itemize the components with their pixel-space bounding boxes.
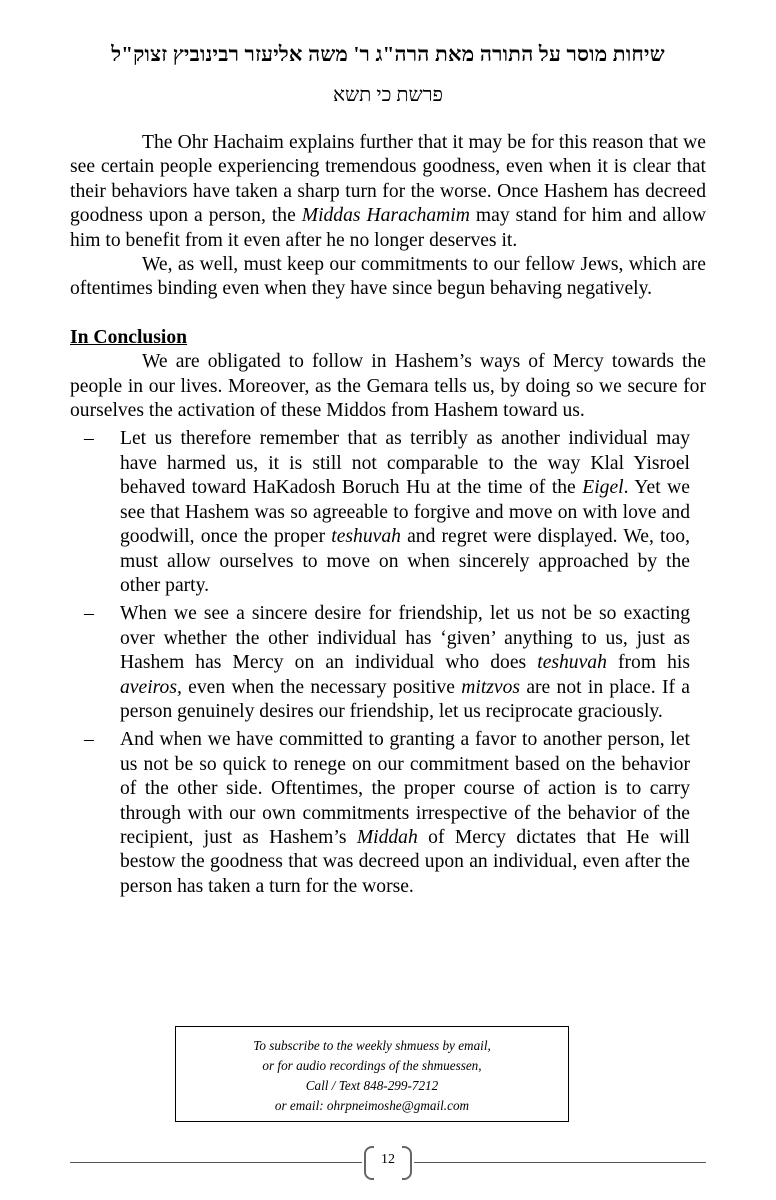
list-item: – And when we have committed to granting a favor to another person, let us not be so quick to renege on our commitment based on the behavior of the other side. Oftentimes, the proper course of action is to carry through with our own commitments irrespective of the behavior of the recipient, just as Hashem’s Middah of Mercy dictates that He will bestow the goodness that was decreed upon an individual, even after the person has taken a turn for the worse. — [84, 729, 690, 897]
subscribe-info-box — [175, 1026, 569, 1122]
footer-divider-right — [414, 1162, 706, 1163]
conclusion-heading: In Conclusion — [70, 326, 188, 348]
article-body — [70, 131, 706, 903]
subscribe-line-phone: Call / Text 848-299-7212 — [305, 1078, 439, 1093]
conclusion-list — [70, 427, 706, 899]
page-number: 12 — [381, 1152, 395, 1167]
running-header-title: שיחות מוסר על התורה מאת הרה"ג ר' משה אליעזר רבינוביץ זצוק"ל — [111, 42, 665, 66]
subscribe-line-contact-email: or email: ohrpneimoshe@gmail.com — [274, 1098, 470, 1113]
dash-bullet: – — [84, 729, 94, 751]
list-item: – Let us therefore remember that as terribly as another individual may have harmed us, it is still not comparable to the way Klal Yisroel behaved toward HaKadosh Boruch Hu at the time of the Eigel. Yet we see that Hashem was so agreeable to forgive and move on with love and goodwill, once the proper teshuvah and regret were displayed. We, too, must allow ourselves to move on when sincerely approached by the other party. — [84, 428, 690, 596]
paragraph-conclusion: We are obligated to follow in Hashem’s ways of Mercy towards the people in our lives. Moreover, as the Gemara tells us, by doing so we secure for ourselves the activation of these Middos from Hashem toward us. — [70, 351, 706, 422]
dash-bullet: – — [84, 603, 94, 625]
paragraph-ohr-hachaim: The Ohr Hachaim explains further that it may be for this reason that we see certain people experiencing tremendous goodness, even when it is clear that their behaviors have taken a sharp turn for the worse. Once Hashem has decreed goodness upon a person, the Middas Harachamim may stand for him and allow him to benefit from it even after he no longer deserves it. — [70, 132, 706, 251]
parsha-title: פרשת כי תשא — [332, 84, 444, 106]
dash-bullet: – — [84, 428, 94, 450]
subscribe-line-email: To subscribe to the weekly shmuess by email, — [253, 1038, 491, 1053]
subscribe-line-audio: or for audio recordings of the shmuessen, — [262, 1058, 482, 1073]
footer-divider-left — [70, 1162, 362, 1163]
list-item: – When we see a sincere desire for friendship, let us not be so exacting over whether the other individual has ‘given’ anything to us, just as Hashem has Mercy on an individual who does teshuvah from his aveiros, even when the necessary positive mitzvos are not in place. If a person genuinely desires our friendship, let us reciprocate graciously. — [84, 603, 691, 722]
paragraph-commitments: We, as well, must keep our commitments to our fellow Jews, which are oftentimes binding even when they have since begun behaving negatively. — [70, 254, 706, 300]
